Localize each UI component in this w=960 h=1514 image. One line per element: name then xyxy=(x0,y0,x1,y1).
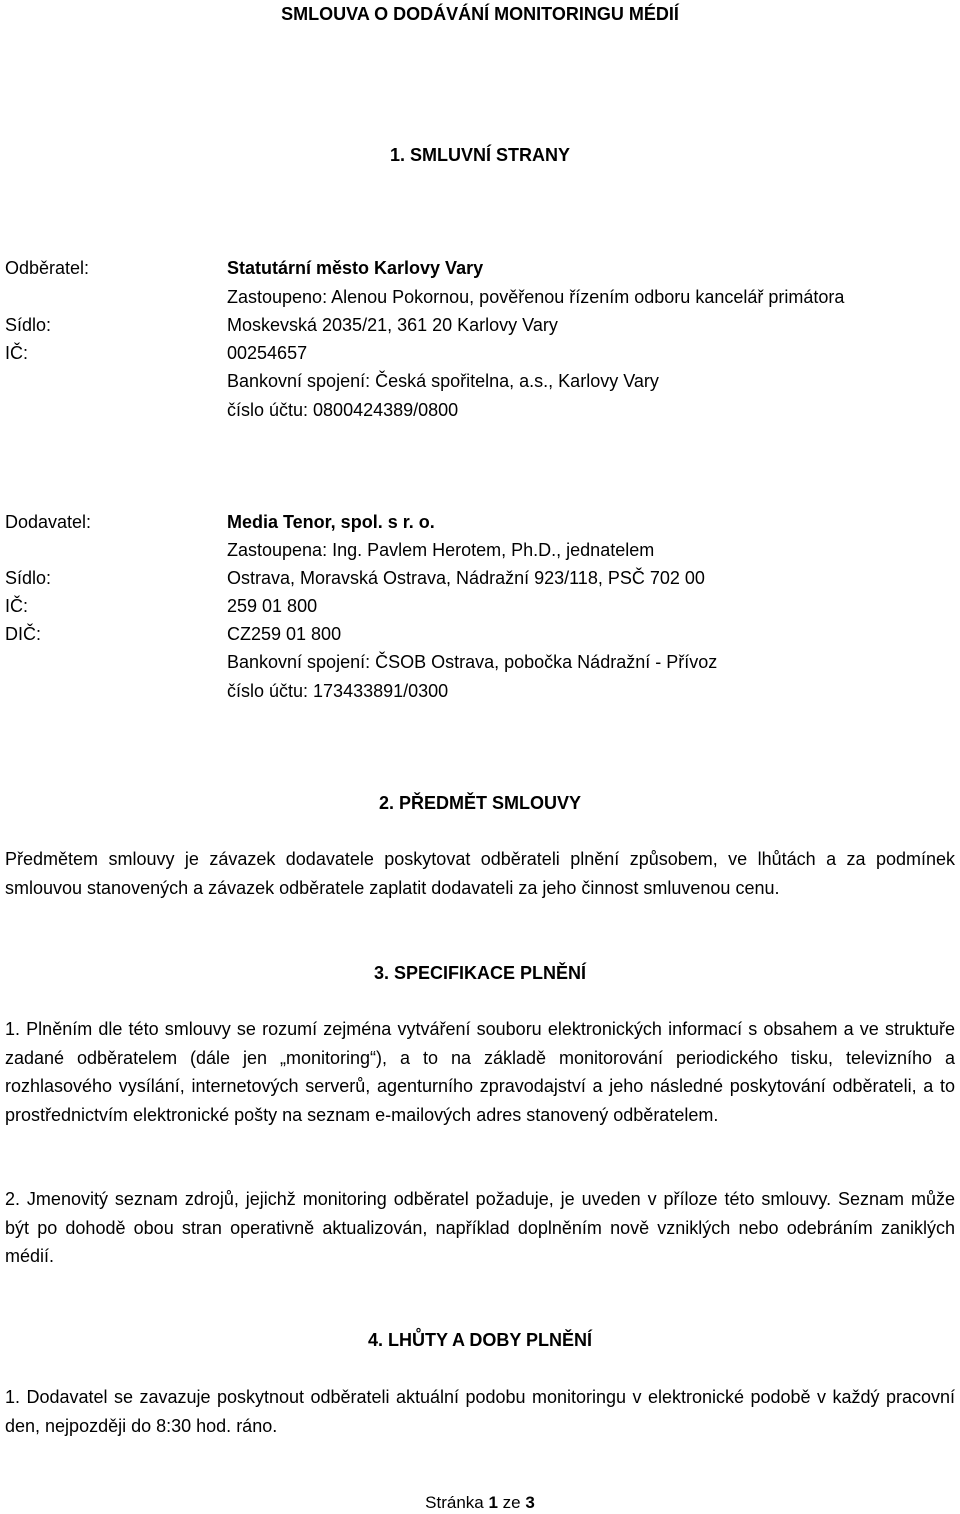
supplier-label: Dodavatel: xyxy=(5,512,92,532)
supplier-represented: Zastoupena: Ing. Pavlem Herotem, Ph.D., jednatelem xyxy=(227,540,655,560)
deadlines-paragraph-1: 1. Dodavatel se zavazuje poskytnout odběrateli aktuální podobu monitoringu v elektronické podobě v každý pracovní den, nejpozději do 8:30 hod. ráno. xyxy=(5,1387,955,1436)
footer-prefix: Stránka xyxy=(425,1493,489,1512)
section-heading-deadlines: 4. LHŮTY A DOBY PLNĚNÍ xyxy=(367,1330,593,1350)
supplier-dic: CZ259 01 800 xyxy=(227,624,342,644)
buyer-represented: Zastoupeno: Alenou Pokornou, pověřenou řízením odboru kancelář primátora xyxy=(227,287,845,307)
supplier-bank: Bankovní spojení: ČSOB Ostrava, pobočka Nádražní - Přívoz xyxy=(227,652,718,672)
page-footer xyxy=(0,1492,960,1514)
buyer-account: číslo účtu: 0800424389/0800 xyxy=(227,400,459,420)
buyer-ic: 00254657 xyxy=(227,343,308,363)
buyer-bank: Bankovní spojení: Česká spořitelna, a.s., Karlovy Vary xyxy=(227,371,659,391)
supplier-seat: Ostrava, Moravská Ostrava, Nádražní 923/118, PSČ 702 00 xyxy=(227,568,705,588)
specification-paragraph-1: 1. Plněním dle této smlouvy se rozumí zejména vytváření souboru elektronických informací s obsahem a ve struktuře zadané odběratelem (dále jen „monitoring“), a to na základě monitorování periodického tisku, televizního a rozhlasového vysílání, internetových serverů, agenturního zpravodajství a jeho následné poskytování odběrateli, a to prostřednictvím elektronické pošty na seznam e-mailových adres stanovený odběratelem. xyxy=(5,1019,955,1125)
specification-paragraph-2: 2. Jmenovitý seznam zdrojů, jejichž monitoring odběratel požaduje, je uveden v příloze této smlouvy. Seznam může být po dohodě obou stran operativně aktualizován, například doplněním nově vzniklých nebo odebráním zaniklých médií. xyxy=(5,1189,955,1267)
document-title: SMLOUVA O DODÁVÁNÍ MONITORINGU MÉDIÍ xyxy=(281,4,679,24)
supplier-dic-label: DIČ: xyxy=(5,624,41,644)
footer-middle: ze xyxy=(497,1493,526,1512)
footer-page-number: 1 xyxy=(488,1493,498,1512)
section-heading-subject: 2. PŘEDMĚT SMLOUVY xyxy=(378,793,582,813)
supplier-account: číslo účtu: 173433891/0300 xyxy=(227,681,449,701)
footer-page-total: 3 xyxy=(525,1493,535,1512)
buyer-ic-label: IČ: xyxy=(5,343,29,363)
supplier-ic-label: IČ: xyxy=(5,596,29,616)
buyer-seat: Moskevská 2035/21, 361 20 Karlovy Vary xyxy=(227,315,558,335)
buyer-seat-label: Sídlo: xyxy=(5,315,52,335)
supplier-ic: 259 01 800 xyxy=(227,596,318,616)
supplier-name: Media Tenor, spol. s r. o. xyxy=(227,512,435,532)
buyer-label: Odběratel: xyxy=(5,258,90,278)
supplier-seat-label: Sídlo: xyxy=(5,568,52,588)
buyer-name: Statutární město Karlovy Vary xyxy=(227,258,484,278)
section-heading-specification: 3. SPECIFIKACE PLNĚNÍ xyxy=(373,963,587,983)
section-heading-parties: 1. SMLUVNÍ STRANY xyxy=(389,145,571,165)
subject-paragraph: Předmětem smlouvy je závazek dodavatele poskytovat odběrateli plnění způsobem, ve lhůtách a za podmínek smlouvou stanovených a závazek odběratele zaplatit dodavateli za jeho činnost smluvenou cenu. xyxy=(5,849,955,898)
